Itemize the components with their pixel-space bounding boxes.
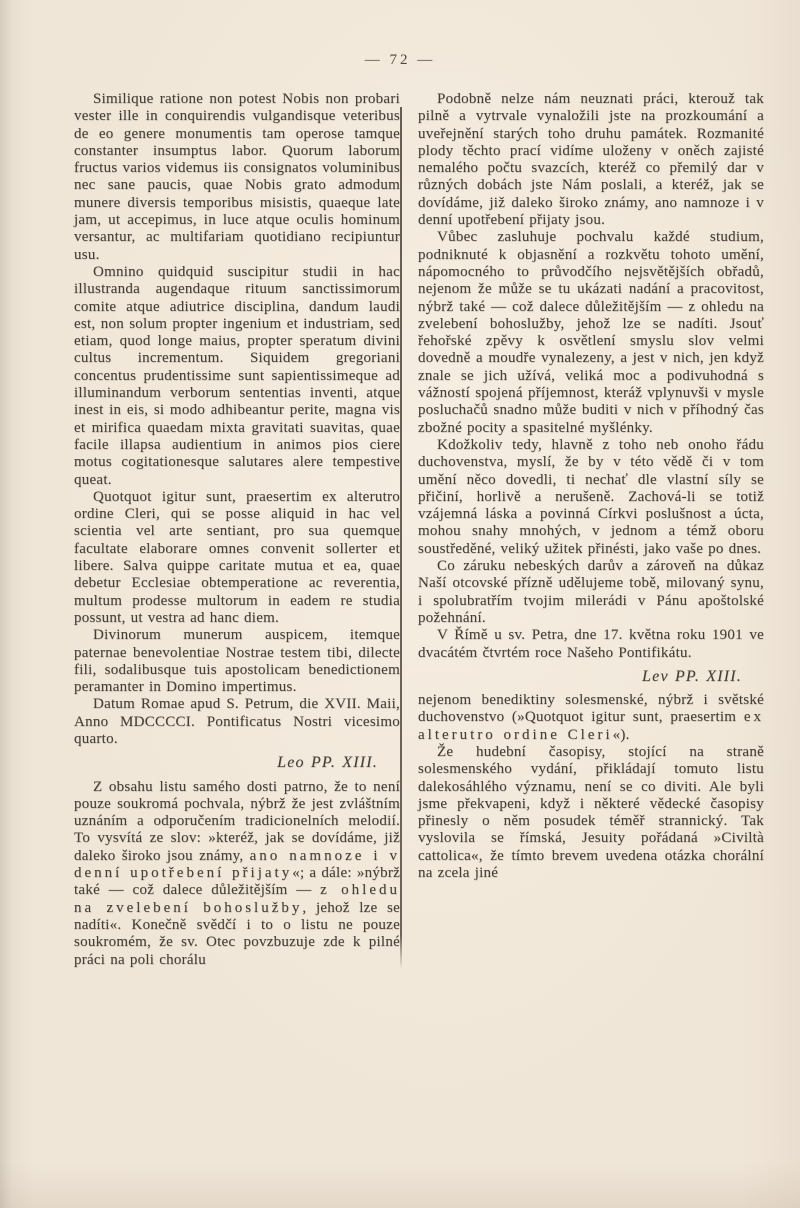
czech-paragraph-1: Podobně nelze nám neuznati práci, kterouž tak pilně a vytrvale vynaložili jste na prozkoumání a uveřejnění starých toho druhu památek. Rozmanité plody těchto prací vidíme uloženy v oněch zajisté nemalého počtu svazcích, kteréž co přemilý dar v různých dobách jste Nám poslali, a kteréž, jak se dovídáme, již daleko široko známy, ano namnoze i v denní upotřebení přijaty jsou. <box>418 91 764 229</box>
page-number: — 72 — <box>364 52 436 68</box>
papal-signature-czech: Lev PP. XIII. <box>642 667 742 685</box>
latin-paragraph-4: Divinorum munerum auspicem, itemque paternae benevolentiae Nostrae testem tibi, dilecte fili, sodalibusque tuis apostolicam benedictionem peramanter in Domino impertimus. <box>74 627 400 696</box>
latin-paragraph-1: Similique ratione non potest Nobis non probari vester ille in conquirendis vulgandisque veteribus de eo genere monumentis tam operose tamque constanter insumptus labor. Quorum laborum fructus varios videmus iis consignatos voluminibus nec sane paucis, quae Nobis grato admodum munere diversis temporibus misistis, quaeque late jam, ut accepimus, in luce atque oculis hominum versantur, ac multifariam quotidiano recipiuntur usu. <box>74 91 400 263</box>
two-column-text-block <box>74 91 764 969</box>
left-column <box>74 91 400 969</box>
latin-paragraph-2: Omnino quidquid suscipitur studii in hac illustranda augendaque rituum sanctissimorum comite atque adiutrice disciplina, dandum laudi est, non solum propter ingenium et industriam, sed etiam, quod longe maius, propter speratum divini cultus incrementum. Siquidem gregoriani concentus prudentissime sunt sapientissimeque ad illuminandum verborum sententias inventi, atque inest in eis, si modo adhibeantur perite, magna vis et mirifica quaedam mixta gravitati suavitas, quae facile illapsa audientium in animos pios ciere motus cogitationesque salutares alere tempestive queat. <box>74 263 400 488</box>
czech-commentary-continuation: nejenom benediktiny solesmenské, nýbrž i světské duchovenstvo (»Quotquot igitur sunt, praesertim ex alterutro ordine Cleri«). <box>418 692 764 743</box>
czech-paragraph-2: Vůbec zasluhuje pochvalu každé studium, podniknuté k objasnění a rozkvětu tohoto umění, nápomocného to průvodčího nejsvětějších obřadů, nejenom že může se tu ukázati nadání a pracovitost, nýbrž také — což dalece důležitějším — z ohledu na zvelebení bohoslužby, jehož lze se nadíti. Jsouť řehořské zpěvy k osvětlení smyslu slov velmi dovedně a moudře vynalezeny, a jest v nich, jen když znale se jich užívá, veliká moc a podivuhodná s vážností spojená příjemnost, kteráž vplynuvši v mysle posluchačů snadno může buditi v nich v příhodný čas zbožné pocity a spasitelné myšlénky. <box>418 229 764 436</box>
right-column <box>418 91 764 969</box>
latin-paragraph-5: Datum Romae apud S. Petrum, die XVII. Maii, Anno MDCCCCI. Pontificatus Nostri vicesimo quarto. <box>74 696 400 747</box>
papal-signature-latin: Leo PP. XIII. <box>277 754 378 772</box>
column-divider-rule <box>400 107 402 969</box>
latin-paragraph-3: Quotquot igitur sunt, praesertim ex alterutro ordine Cleri, qui se posse aliquid in hac vel scientia vel arte sentiant, pro sua quemque facultate elaborare omnes convenit sollerter et libere. Salva quippe caritate mutua et ea, quae debetur Ecclesiae obtemperatione ac reverentia, multum prodesse multorum in eadem re studia possunt, ut vestra ad hanc diem. <box>74 488 400 626</box>
czech-paragraph-4: Co záruku nebeských darův a zároveň na důkaz Naší otcovské přízně udělujeme tobě, milovaný synu, i spolubratřím tvojim milerádi v Pánu apoštolské požehnání. <box>418 558 764 626</box>
czech-paragraph-3: Kdožkoliv tedy, hlavně z toho neb onoho řádu duchovenstva, myslí, že by v této vědě či v tom umění něco dovedli, ti nechať dle vlastní síly se přičiní, horlivě a nerušeně. Zachová-li se totiž vzájemná láska a povinná Církvi poslušnost a úcta, mohou snahy mnohých, v jednom a témž oboru soustředěné, veliký užitek přinésti, jako vaše po dnes. <box>418 436 764 557</box>
czech-commentary-start: Z obsahu listu samého dosti patrno, že to není pouze soukromá pochvala, nýbrž že jest zvláštním uznáním a odporučením tradicionelních melodií. To vysvítá ze slov: »kteréž, jak se dovídáme, již daleko široko jsou známy, ano namnoze i v denní upotřebení přijaty«; a dále: »nýbrž také — což dalece důležitějším — z ohledu na zvelebení bohoslužby, jehož lze se nadíti«. Konečně svědčí i to o listu ne pouze soukromém, že sv. Otec povzbuzuje zde k pilné práci na poli chorálu <box>74 778 400 968</box>
czech-paragraph-5: V Římě u sv. Petra, dne 17. května roku 1901 ve dvacátém čtvrtém roce Našeho Pontifikátu. <box>418 627 764 661</box>
czech-commentary-paragraph: Že hudební časopisy, stojící na straně solesmenského vydání, přikládají tomuto listu dalekosáhlého významu, není se co diviti. Ale byli jsme překvapeni, když i některé vědecké časopisy přinesly o něm posudek téměř strannický. Tak vyslovila se římská, Jesuity pořádaná »Civiltà cattolica«, že tímto brevem uvedena otázka chorální na zcela jiné <box>418 743 764 882</box>
